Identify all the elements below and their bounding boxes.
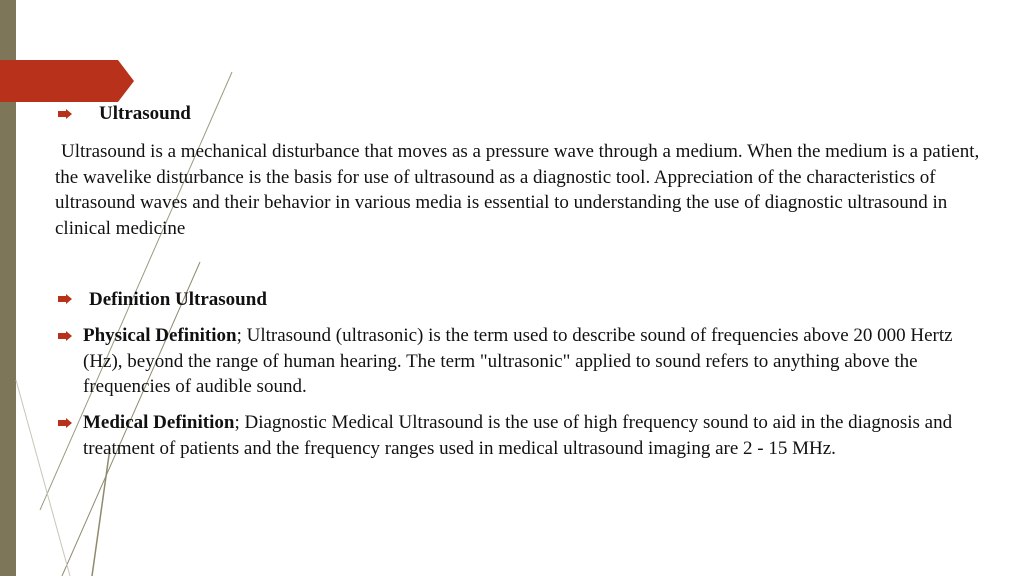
physical-definition-text: ; Ultrasound (ultrasonic) is the term used to describe sound of frequencies above 20 000 Hertz (Hz), beyond the range of human hearing. The term "ultrasonic" applied to sound refers to anything above the frequencies of audible sound. bbox=[83, 325, 953, 397]
definition-heading: Definition Ultrasound bbox=[89, 289, 267, 310]
physical-definition bbox=[83, 323, 983, 400]
heading-ultrasound: Ultrasound bbox=[99, 103, 191, 124]
arrow-bullet-icon bbox=[58, 109, 72, 119]
arrow-bullet-icon bbox=[58, 331, 72, 341]
medical-definition-term: Medical Definition bbox=[83, 412, 235, 433]
intro-paragraph: Ultrasound is a mechanical disturbance that moves as a pressure wave through a medium. When the medium is a patient, the wavelike disturbance is the basis for use of ultrasound as a diagnostic tool. Appreciation of the characteristics of ultrasound waves and their behavior in various media is essential to understanding the use of diagnostic ultrasound in clinical medicine bbox=[55, 141, 980, 239]
arrow-bullet-icon bbox=[58, 294, 72, 304]
medical-definition bbox=[83, 410, 983, 461]
medical-definition-text: ; Diagnostic Medical Ultrasound is the use of high frequency sound to aid in the diagnosis and treatment of patients and the frequency ranges used in medical ultrasound imaging are 2 - 15 MHz. bbox=[83, 412, 953, 459]
arrow-bullet-icon bbox=[58, 418, 72, 428]
physical-definition-term: Physical Definition bbox=[83, 325, 237, 346]
accent-tab bbox=[0, 60, 134, 102]
